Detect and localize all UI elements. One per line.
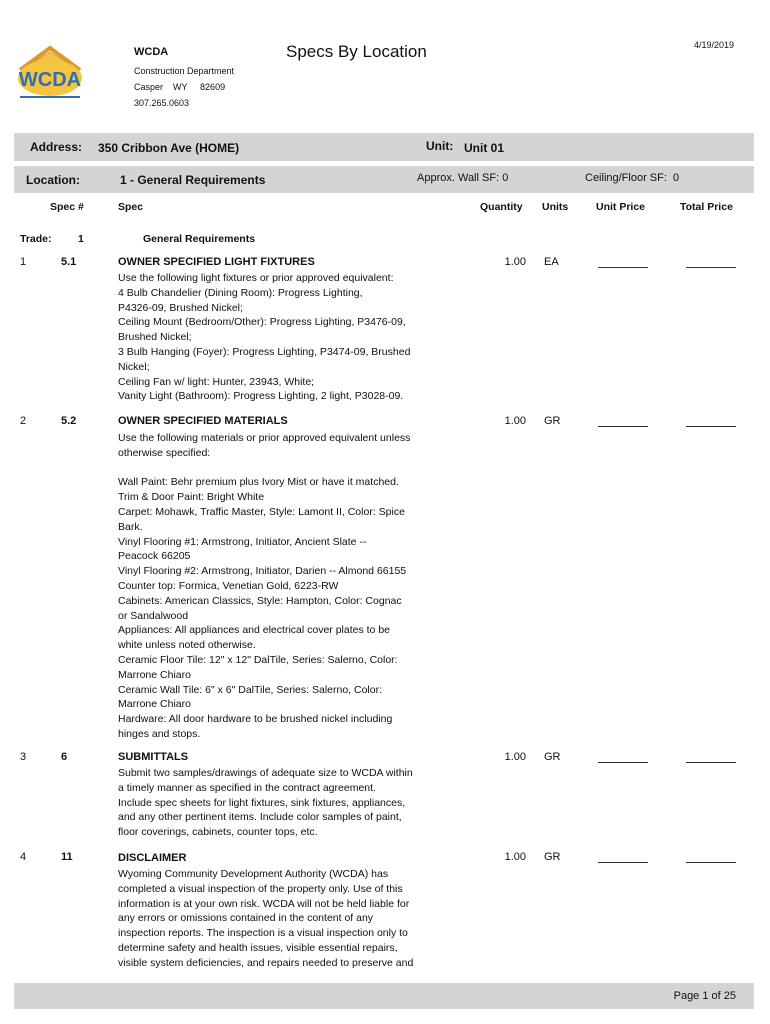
location-bar <box>14 166 754 193</box>
report-title: Specs By Location <box>286 42 427 61</box>
item-quantity: 1.00 <box>504 415 526 427</box>
unit-price-blank <box>598 852 648 863</box>
logo-wordmark: WCDA <box>18 69 82 91</box>
unit-price-blank <box>598 416 648 427</box>
trade-label: Trade: <box>20 233 52 245</box>
item-number: 3 <box>20 751 27 763</box>
ceiling-sf-label: Ceiling/Floor SF: <box>585 172 667 184</box>
address-value: 350 Cribbon Ave (HOME) <box>98 141 240 155</box>
col-spec: Spec <box>118 201 144 213</box>
address-label: Address: <box>30 140 83 154</box>
item-number: 2 <box>20 415 27 427</box>
city: Casper <box>134 82 164 92</box>
wall-sf-label: Approx. Wall SF: <box>417 172 500 184</box>
item-number: 4 <box>20 851 27 863</box>
trade-number: 1 <box>78 233 84 245</box>
wall-sf-value: 0 <box>502 172 509 184</box>
item-quantity: 1.00 <box>504 751 526 763</box>
department-name: Construction Department <box>134 66 235 76</box>
report-date: 4/19/2019 <box>693 40 734 50</box>
item-quantity: 1.00 <box>504 851 526 863</box>
location-value: 1 - General Requirements <box>120 173 266 187</box>
col-units: Units <box>542 201 569 213</box>
item-units: EA <box>544 256 559 268</box>
item-description: Use the following materials or prior approved equivalent unless otherwise specified: Wall Paint: Behr premium plus Ivory Mist or have it matched. Trim & Door Paint: Bright White Carpet: Mohawk, Traffic Master, Style: Lamont II, Color: Spice Bark. Vinyl Flooring #1: Armstrong, Initiator, Ancient Slate -- Peacock 66205 Vinyl Flooring #2: Armstrong, Initiator, Darien -- Almond 66155 Counter top: Formica, Venetian Gold, 6223-RW Cabinets: American Classics, Style: Hampton, Color: Cognac or Sandalwood Appliances: All appliances and electrical cover plates to be white unless noted otherwise. Ceramic Floor Tile: 12" x 12" DalTile, Series: Salerno, Color: Marrone Chiaro Ceramic Wall Tile: 6" x 6" DalTile, Series: Salerno, Color: Marrone Chiaro Hardware: All door hardware to be brushed nickel including hinges and stops. <box>118 432 411 740</box>
col-unit-price: Unit Price <box>596 201 646 213</box>
col-total-price: Total Price <box>680 201 733 213</box>
zip: 82609 <box>200 82 226 92</box>
item-quantity: 1.00 <box>504 256 526 268</box>
spec-number: 5.1 <box>61 256 77 268</box>
col-spec-number: Spec # <box>50 201 84 213</box>
total-price-blank <box>686 416 736 427</box>
address-bar <box>14 133 754 161</box>
item-title: DISCLAIMER <box>118 852 187 864</box>
ceiling-sf-value: 0 <box>673 172 680 184</box>
item-description: Submit two samples/drawings of adequate size to WCDA within a timely manner as specified in the contract agreement. Include spec sheets for light fixtures, sink fixtures, appliances, and any other pertinent items. Include color samples of paint, floor coverings, cabinets, counter tops, etc. <box>118 767 413 839</box>
total-price-blank <box>686 852 736 863</box>
ceiling-sf <box>585 172 679 184</box>
page-footer <box>14 983 754 1009</box>
company-address <box>134 82 225 92</box>
item-units: GR <box>544 415 561 427</box>
company-phone: 307.265.0603 <box>134 98 190 108</box>
col-quantity: Quantity <box>480 201 523 213</box>
spec-number: 5.2 <box>61 415 77 427</box>
item-title: OWNER SPECIFIED MATERIALS <box>118 415 288 427</box>
unit-price-blank <box>598 257 648 268</box>
unit-label: Unit: <box>426 139 454 153</box>
item-description: Wyoming Community Development Authority (WCDA) has completed a visual inspection of the property only. Use of this information is at your own risk. WCDA will not be held liable for any errors or omissions contained in the content of any inspection reports. The inspection is a visual inspection only to determine safety and health issues, visible essential repairs, visible system deficiencies, and repairs needed to preserve and <box>118 868 414 969</box>
unit-price-blank <box>598 752 648 763</box>
spec-number: 11 <box>61 851 73 863</box>
page-number: Page 1 of 25 <box>673 990 736 1002</box>
state: WY <box>173 82 188 92</box>
item-description: Use the following light fixtures or prior approved equivalent: 4 Bulb Chandelier (Dining Room): Progress Lighting, P4326-09, Brushed Nickel; Ceiling Mount (Bedroom/Other): Progress Lighting, P3476-09, Brushed Nickel; 3 Bulb Hanging (Foyer): Progress Lighting, P3474-09, Brushed Nickel; Ceiling Fan w/ light: Hunter, 23943, White; Vanity Light (Bathroom): Progress Lighting, 2 light, P3028-09. <box>118 272 411 403</box>
item-units: GR <box>544 751 561 763</box>
trade-name: General Requirements <box>143 233 256 245</box>
item-number: 1 <box>20 256 27 268</box>
item-title: SUBMITTALS <box>118 751 189 763</box>
wall-sf <box>417 172 508 184</box>
total-price-blank <box>686 257 736 268</box>
unit-value: Unit 01 <box>464 141 505 155</box>
location-label: Location: <box>26 173 80 187</box>
total-price-blank <box>686 752 736 763</box>
company-name: WCDA <box>134 46 169 58</box>
wcda-logo <box>14 40 86 104</box>
item-title: OWNER SPECIFIED LIGHT FIXTURES <box>118 256 315 268</box>
item-units: GR <box>544 851 561 863</box>
spec-number: 6 <box>61 751 68 763</box>
